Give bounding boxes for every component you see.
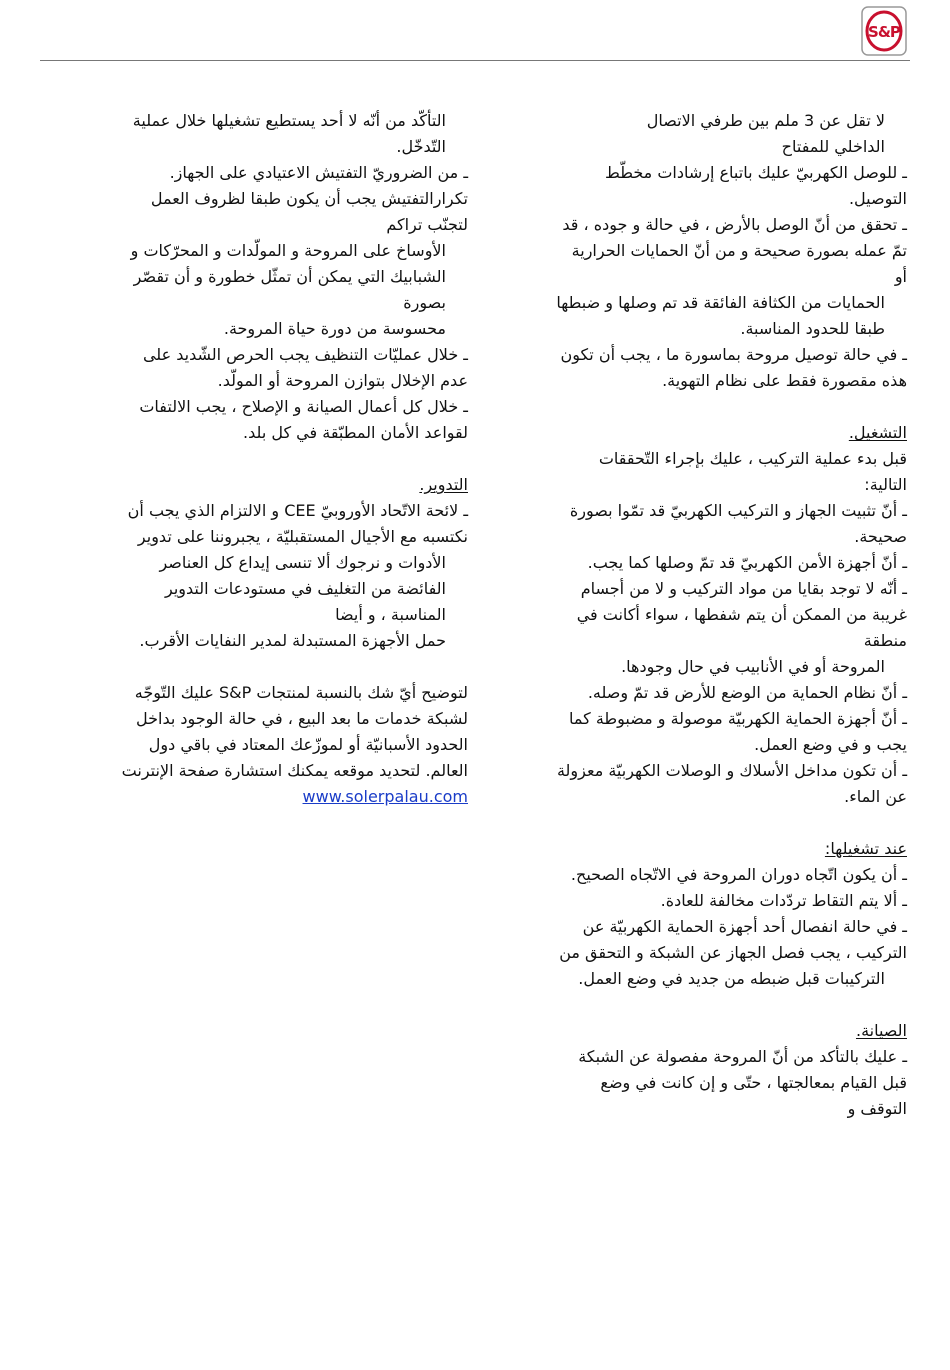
- paragraph: الأوساخ على المروحة و المولّدات و المحرّكات و الشبابيك التي يمكن أن تمثّل خطورة و أن تقصّر بصورة: [130, 241, 446, 312]
- paragraph: ـ أن يكون اتّجاه دوران المروحة في الاتّجاه الصحيح.: [570, 865, 907, 884]
- paragraph: ـ للوصل الكهربيّ عليك باتباع إرشادات مخطّط التوصيل.: [605, 163, 907, 208]
- paragraph: المروحة أو في الأنابيب في حال وجودها.: [621, 657, 885, 676]
- paragraph: ـ لائحة الاتّحاد الأوروبيّ CEE و الالتزام الذي يجب أن نكتسبه مع الأجيال المستقبليّة ، يجبروننا على تدوير: [127, 501, 468, 546]
- paragraph: لا تقل عن 3 ملم بين طرفي الاتصال: [646, 111, 885, 130]
- paragraph: الحمايات من الكثافة الفائقة قد تم وصلها و ضبطها طبقا للحدود المناسبة.: [556, 293, 885, 338]
- paragraph: الداخلي للمفتاح: [781, 137, 885, 156]
- section-heading: التشغيل.: [848, 423, 907, 442]
- section-heading: عند تشغيلها:: [824, 839, 907, 858]
- section-heading: الصيانة.: [855, 1021, 907, 1040]
- website-link[interactable]: www.solerpalau.com: [302, 787, 468, 806]
- sp-logo-text: S&P: [868, 23, 900, 41]
- paragraph: ـ أنّ نظام الحماية من الوضع للأرض قد تمّ وصله.: [587, 683, 907, 702]
- section-heading: التدوير.: [419, 475, 468, 494]
- spacer: [555, 394, 907, 420]
- paragraph: ـ أنّ تثبيت الجهاز و التركيب الكهربيّ قد تمّوا بصورة صحيحة.: [569, 501, 907, 546]
- paragraph: ـ أن تكون مداخل الأسلاك و الوصلات الكهربيّة معزولة عن الماء.: [556, 761, 907, 806]
- paragraph: ـ من الضروريّ التفتيش الاعتيادي على الجهاز. تكرارالتفتيش يجب أن يكون طبقا لظروف العمل لتجنّب تراكم: [150, 163, 468, 234]
- spacer: [555, 992, 907, 1018]
- paragraph: ـ عليك بالتأكد من أنّ المروحة مفصولة عن الشبكة قبل القيام بمعالجتها ، حتّى و إن كانت في وضع التوقف و: [578, 1047, 907, 1118]
- sp-logo: [861, 6, 907, 56]
- paragraph: ـ خلال عمليّات التنظيف يجب الحرص الشّديد على عدم الإخلال بتوازن المروحة أو المولّد.: [142, 345, 468, 390]
- paragraph: الأدوات و نرجوك ألا تنسى إيداع كل العناصر الفائضة من التغليف في مستودعات التدوير المناسبة ، و أيضا: [159, 553, 446, 624]
- header-divider: [40, 60, 910, 61]
- paragraph: ـ أنّ أجهزة الحماية الكهربيّة موصولة و مضبوطة كما يجب و في وضع العمل.: [569, 709, 907, 754]
- paragraph: ـ أنّ أجهزة الأمن الكهربيّ قد تمّ وصلها كما يجب.: [587, 553, 907, 572]
- paragraph: التركيبات قبل ضبطه من جديد في وضع العمل.: [578, 969, 885, 988]
- paragraph: ـ خلال كل أعمال الصيانة و الإصلاح ، يجب الالتفات لقواعد الأمان المطبّقة في كل بلد.: [139, 397, 468, 442]
- paragraph: محسوسة من دورة حياة المروحة.: [223, 319, 446, 338]
- paragraph: ـ أنّه لا توجد بقايا من مواد التركيب و لا من أجسام غريبة من الممكن أن يتم شفطها ، سواء أكانت في منطقة: [576, 579, 907, 650]
- paragraph: ـ في حالة توصيل مروحة بماسورة ما ، يجب أن تكون هذه مقصورة فقط على نظام التهوية.: [560, 345, 907, 390]
- left-column: [112, 108, 468, 810]
- spacer: [112, 654, 468, 680]
- paragraph: ـ في حالة انفصال أحد أجهزة الحماية الكهربيّة عن التركيب ، يجب فصل الجهاز عن الشبكة و التحقق من: [559, 917, 907, 962]
- spacer: [112, 446, 468, 472]
- paragraph: حمل الأجهزة المستبدلة لمدير النفايات الأقرب.: [139, 631, 446, 650]
- paragraph: لتوضيح أيّ شك بالنسبة لمنتجات S&P عليك التّوجّه لشبكة خدمات ما بعد البيع ، في حالة الوجود بداخل الحدود الأسبانيّة أو لموزّعك المعتاد في باقي دول العالم. لتحديد موقعه يمكنك استشارة صفحة الإنترنت: [121, 683, 468, 780]
- paragraph: ـ تحقق من أنّ الوصل بالأرض ، في حالة و جوده ، قد تمّ عمله بصورة صحيحة و من أنّ الحمايات الحرارية أو: [562, 215, 907, 286]
- spacer: [555, 810, 907, 836]
- paragraph: التأكّد من أنّه لا أحد يستطيع تشغيلها خلال عملية التّدخّل.: [132, 111, 446, 156]
- paragraph: ـ ألا يتم التقاط تردّدات مخالفة للعادة.: [660, 891, 907, 910]
- right-column: [555, 108, 907, 1122]
- paragraph: قبل بدء عملية التركيب ، عليك بإجراء التّحققات التالية:: [598, 449, 907, 494]
